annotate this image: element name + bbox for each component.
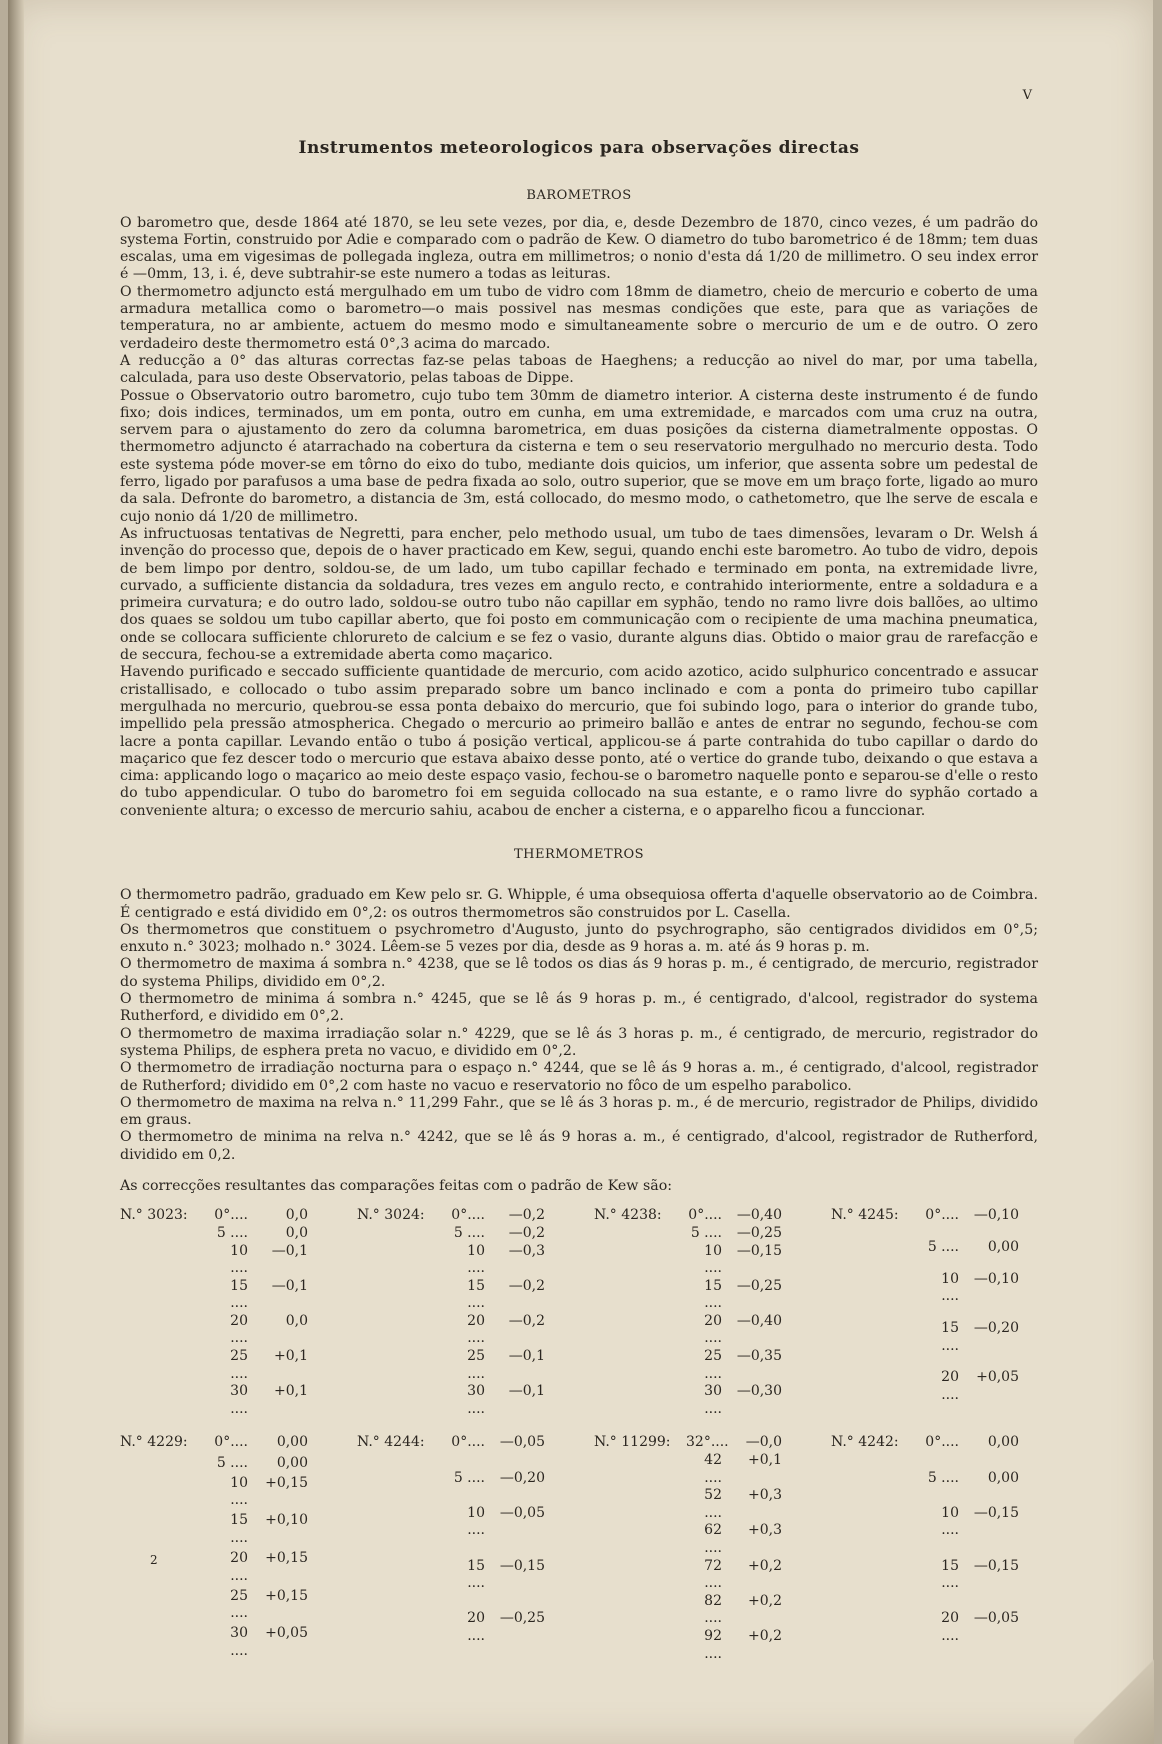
page-number: V — [1022, 88, 1032, 103]
correction-table-temperature: 82 .... — [704, 1592, 722, 1627]
correction-table-temperature: 20 .... — [941, 1369, 959, 1403]
correction-table-label — [831, 1271, 923, 1320]
correction-table-label — [357, 1243, 449, 1278]
correction-table-temperature: 52 .... — [704, 1487, 722, 1521]
correction-table-label — [120, 1313, 212, 1348]
correction-table-value: —0,05 — [973, 1610, 1019, 1627]
correction-table-temperature: 0°.... — [214, 1434, 248, 1451]
correction-table-label: N.° 4245: — [831, 1207, 899, 1224]
correction-table-value: —0,40 — [736, 1312, 782, 1329]
paragraph: O thermometro de maxima irradiação solar n.° 4229, que se lê ás 3 horas p. m., é centigrado, de mercurio, registrador do systema Philips, de esphera preta no vacuo, e dividido em 0°,2. — [120, 1025, 1038, 1059]
correction-table-temperature: 30 .... — [230, 1625, 248, 1660]
correction-table-temperature: 0°.... — [925, 1434, 959, 1451]
correction-table-value: 0,00 — [987, 1434, 1019, 1451]
page-title: Instrumentos meteorologicos para observações directas — [298, 138, 860, 158]
correction-table-label — [120, 1550, 212, 1588]
correction-table-value: —0,1 — [271, 1242, 308, 1259]
correction-table-value: 0,0 — [285, 1207, 308, 1224]
correction-table-temperature: 0°.... — [451, 1434, 485, 1451]
paragraph: O barometro que, desde 1864 até 1870, se leu sete vezes, por dia, e, desde Dezembro de 1870, cinco vezes, é um padrão do systema Fortin, construido por Adie e comparado com o padrão de Kew. O diametro do tubo barometrico é de 18mm; tem duas escalas, uma em vigesimas de pollegada ingleza, outra em millimetros; o nonio d'esta dá 1/20 de millimetro. O seu index error é —0mm, 13, i. é, deve subtrahir-se este numero a todas as leituras. — [120, 214, 1038, 283]
correction-table-value: +0,1 — [274, 1348, 308, 1365]
correction-table-temperature: 20 .... — [704, 1312, 722, 1347]
correction-table-label — [831, 1610, 923, 1663]
correction-table-value: —0,05 — [499, 1504, 545, 1521]
correction-table-label — [594, 1225, 686, 1243]
correction-table-value: +0,05 — [265, 1625, 308, 1642]
correction-table-value: —0,2 — [508, 1207, 545, 1224]
correction-table-label — [594, 1628, 686, 1663]
correction-table-temperature: 5 .... — [453, 1469, 485, 1486]
correction-table-temperature: 10 .... — [230, 1242, 248, 1277]
correction-table-label — [831, 1470, 923, 1505]
paragraph: O thermometro adjuncto está mergulhado em um tubo de vidro com 18mm de diametro, cheio de mercurio e coberto de uma armadura metallica como o barometro—o mais possivel nas mesmas condições que este, para que as variações de temperatura, no ar ambiente, actuem do mesmo modo e simultaneamente sobre o mercurio de um e de outro. O zero verdadeiro deste thermometro está 0°,3 acima do marcado. — [120, 283, 1038, 352]
correction-table-temperature: 20 .... — [230, 1550, 248, 1584]
correction-table-value: 0,00 — [276, 1454, 308, 1471]
correction-table-temperature: 10 .... — [704, 1242, 722, 1277]
paragraph: Os thermometros que constituem o psychrometro d'Augusto, junto do psychrographo, são centigrados divididos em 0°,5; enxuto n.° 3023; molhado n.° 3024. Lêem-se 5 vezes por dia, desde as 9 horas a. m. até ás 9 horas p. m. — [120, 921, 1038, 956]
correction-table-value: —0,25 — [736, 1224, 782, 1241]
correction-table-temperature: 20 .... — [941, 1610, 959, 1644]
correction-table-label — [831, 1320, 923, 1369]
correction-table-value: +0,2 — [748, 1592, 782, 1609]
correction-table-value: —0,05 — [499, 1434, 545, 1451]
correction-table-label — [120, 1455, 212, 1475]
correction-table-value: —0,0 — [745, 1434, 782, 1451]
correction-table-label: N.° 3023: — [120, 1207, 188, 1224]
correction-table — [120, 1434, 357, 1663]
correction-table-label — [357, 1558, 449, 1611]
correction-table-temperature: 0°.... — [451, 1207, 485, 1224]
correction-table-label — [594, 1593, 686, 1628]
correction-table-label — [120, 1348, 212, 1383]
correction-table-label — [357, 1383, 449, 1418]
correction-table-label — [357, 1313, 449, 1348]
correction-tables-row — [120, 1207, 1038, 1418]
correction-table-label: N.° 11299: — [594, 1434, 671, 1451]
correction-table-label — [831, 1369, 923, 1418]
correction-table-temperature: 10 .... — [467, 1504, 485, 1539]
correction-table-value: —0,1 — [508, 1348, 545, 1365]
correction-table-value: +0,2 — [748, 1557, 782, 1574]
correction-table-value: +0,15 — [265, 1550, 308, 1567]
paragraph: A reducção a 0° das alturas correctas faz-se pelas taboas de Haeghens; a reducção ao nivel do mar, por uma tabella, calculada, para uso deste Observatorio, pelas taboas de Dippe. — [120, 352, 1038, 387]
correction-table-value: 0,0 — [285, 1312, 308, 1329]
correction-table-value: +0,1 — [748, 1452, 782, 1469]
correction-table-temperature: 32°.... — [686, 1434, 729, 1451]
correction-table-label — [357, 1225, 449, 1243]
correction-table — [831, 1434, 1031, 1663]
section-heading-barometers: BAROMETROS — [526, 188, 632, 204]
paragraph: O thermometro de maxima á sombra n.° 4238, que se lê todos os dias ás 9 horas p. m., é centigrado, de mercurio, registrador do systema Philips, dividido em 0°,2. — [120, 956, 1038, 990]
correction-table-temperature: 15 .... — [467, 1277, 485, 1312]
correction-table-value: +0,3 — [748, 1522, 782, 1539]
correction-table-value: +0,15 — [265, 1474, 308, 1491]
correction-table-temperature: 5 .... — [216, 1454, 248, 1471]
correction-table-label — [357, 1505, 449, 1558]
correction-table-label — [120, 1475, 212, 1513]
correction-table — [120, 1207, 357, 1418]
correction-table-temperature: 72 .... — [704, 1557, 722, 1592]
correction-table-value: —0,2 — [508, 1224, 545, 1241]
correction-table-temperature: 10 .... — [230, 1474, 248, 1509]
correction-table-label — [594, 1348, 686, 1383]
correction-table-label — [594, 1558, 686, 1593]
correction-table-value: —0,3 — [508, 1242, 545, 1259]
correction-table-value: 0,00 — [987, 1469, 1019, 1486]
correction-table-label: N.° 4244: — [357, 1434, 425, 1451]
correction-table-label — [831, 1505, 923, 1558]
correction-table — [357, 1207, 594, 1418]
page-corner-curl — [1074, 1634, 1154, 1744]
page-content — [120, 140, 1038, 1679]
correction-table-temperature: 10 .... — [941, 1270, 959, 1305]
section-heading-thermometers: THERMOMETROS — [513, 846, 645, 862]
correction-table-label — [594, 1487, 686, 1522]
correction-table-label: N.° 4242: — [831, 1434, 899, 1451]
correction-table-temperature: 62 .... — [704, 1522, 722, 1557]
correction-table-temperature: 20 .... — [467, 1312, 485, 1347]
correction-tables-row — [120, 1434, 1038, 1663]
correction-table-temperature: 25 .... — [704, 1348, 722, 1382]
correction-table-temperature: 0°.... — [925, 1207, 959, 1224]
correction-table-value: +0,3 — [748, 1487, 782, 1504]
correction-table-value: 0,0 — [285, 1224, 308, 1241]
correction-table-value: —0,1 — [508, 1383, 545, 1400]
paragraph: Possue o Observatorio outro barometro, cujo tubo tem 30mm de diametro interior. A cisterna deste instrumento é de fundo fixo; dois indices, terminados, um em ponta, outro em cunha, em uma extremidade, e marcados com uma cruz na outra, servem para o ajustamento do zero da columna barometrica, em duas posições da cisterna diametralmente oppostas. O thermometro adjuncto é atarrachado na cobertura da cisterna e tem o seu reservatorio mergulhado no mercurio desta. Todo este systema póde mover-se em tôrno do eixo do tubo, mediante dois quicios, um inferior, que assenta sobre um pedestal de ferro, ligado por parafusos a uma base de pedra fixada ao solo, outro superior, que se move em um braço forte, ligado ao muro da sala. Defronte do barometro, a distancia de 3m, está collocado, do mesmo modo, o cathetometro, que lhe serve de escala e cujo nonio dá 1/20 de millimetro. — [120, 387, 1038, 525]
correction-table-label — [594, 1452, 686, 1487]
correction-table-label — [831, 1239, 923, 1271]
correction-table-temperature: 42 .... — [704, 1452, 722, 1486]
paragraph: Havendo purificado e seccado sufficiente quantidade de mercurio, com acido azotico, acido sulphurico concentrado e assucar cristallisado, e collocado o tubo assim preparado sobre um banco inclinado e com a ponta do primeiro tubo capillar mergulhada no mercurio, quebrou-se essa ponta debaixo do mercurio, que foi subindo logo, para o interior do grande tubo, impellido pela pressão atmospherica. Chegado o mercurio ao primeiro ballão e antes de entrar no segundo, fechou-se com lacre a ponta capillar. Levando então o tubo á posição vertical, applicou-se á parte contrahida do tubo capillar o dardo do maçarico que fez descer todo o mercurio que estava abaixo desse ponto, até o vertice do grande tubo, deixando o que estava a cima: applicando logo o maçarico ao meio deste espaço vasio, fechou-se o barometro naquelle ponto e separou-se d'elle o resto do tubo appendicular. O tubo do barometro foi em seguida collocado na sua estante, e o ramo livre do syphão cortado a conveniente altura; o excesso de mercurio sahiu, acabou de encher a cisterna, e o apparelho ficou a funccionar. — [120, 664, 1038, 819]
correction-table-temperature: 20 .... — [467, 1610, 485, 1644]
correction-table-label: N.° 4238: — [594, 1207, 662, 1224]
correction-table-value: —0,20 — [973, 1319, 1019, 1336]
correction-table-value: —0,15 — [499, 1557, 545, 1574]
correction-table-label — [120, 1512, 212, 1550]
correction-table-value: +0,1 — [274, 1383, 308, 1400]
correction-table-label — [594, 1522, 686, 1557]
correction-table-value: +0,2 — [748, 1627, 782, 1644]
correction-table-value: —0,15 — [973, 1504, 1019, 1521]
correction-table-temperature: 30 .... — [230, 1383, 248, 1417]
correction-table-value: +0,10 — [265, 1512, 308, 1529]
correction-table-value: —0,20 — [499, 1469, 545, 1486]
correction-table — [831, 1207, 1031, 1418]
correction-table-temperature: 10 .... — [941, 1504, 959, 1539]
paragraph: O thermometro de minima na relva n.° 4242, que se lê ás 9 horas a. m., é centigrado, d'alcool, registrador de Rutherford, dividido em 0,2. — [120, 1129, 1038, 1163]
correction-table-temperature: 20 .... — [230, 1312, 248, 1347]
correction-table-value: +0,15 — [265, 1587, 308, 1604]
correction-table-temperature: 5 .... — [927, 1238, 959, 1255]
correction-table-label — [594, 1278, 686, 1313]
correction-table-temperature: 15 .... — [941, 1557, 959, 1592]
correction-table-label — [120, 1383, 212, 1418]
correction-table-temperature: 5 .... — [690, 1224, 722, 1241]
correction-table-temperature: 15 .... — [230, 1512, 248, 1546]
correction-table-label — [120, 1225, 212, 1243]
correction-table-value: —0,2 — [508, 1277, 545, 1294]
correction-table-value: —0,15 — [736, 1242, 782, 1259]
paragraph: O thermometro de maxima na relva n.° 11,299 Fahr., que se lê ás 3 horas p. m., é de mercurio, registrador de Philips, dividido em graus. — [120, 1094, 1038, 1129]
correction-table-temperature: 92 .... — [704, 1627, 722, 1662]
correction-table-temperature: 15 .... — [704, 1277, 722, 1312]
correction-table-label — [357, 1610, 449, 1663]
correction-table-temperature: 0°.... — [214, 1207, 248, 1224]
correction-table-label: N.° 4229: — [120, 1434, 188, 1451]
correction-table-value: —0,15 — [973, 1557, 1019, 1574]
correction-table-value: —0,25 — [736, 1277, 782, 1294]
book-spine — [8, 0, 24, 1744]
correction-table-temperature: 10 .... — [467, 1242, 485, 1277]
paragraph: As infructuosas tentativas de Negretti, para encher, pelo methodo usual, um tubo de taes dimensões, levaram o Dr. Welsh á invenção do processo que, depois de o haver practicado em Kew, segui, quando enchi este barometro. Ao tubo de vidro, depois de bem limpo por dentro, soldou-se, de um lado, um tubo capillar fechado e terminado em ponta, na extremidade livre, curvado, a sufficiente distancia da soldadura, tres vezes em angulo recto, e contrahido interiormente, entre a soldadura e a primeira curvatura; e do outro lado, soldou-se outro tubo não capillar em syphão, tendo no ramo livre dois ballões, ao ultimo dos quaes se soldou um tubo capillar aberto, que foi posto em communicação com o recipiente de uma machina pneumatica, onde se collocara sufficiente chlorureto de calcium e se fez o vasio, durante alguns dias. Obtido o maior grau de rarefacção e de seccura, fechou-se a extremidade aberta como maçarico. — [120, 525, 1038, 664]
correction-table-value: —0,30 — [736, 1383, 782, 1400]
printer-signature: 2 — [150, 1553, 158, 1567]
correction-table-value: —0,2 — [508, 1312, 545, 1329]
paragraph: O thermometro de irradiação nocturna para o espaço n.° 4244, que se lê ás 9 horas a. m., é centigrado, d'alcool, registrador de Rutherford; dividido em 0°,2 com haste no vacuo e reservatorio no fôco de um espelho parabolico. — [120, 1060, 1038, 1094]
correction-table-label: N.° 3024: — [357, 1207, 425, 1224]
correction-table-label — [594, 1243, 686, 1278]
correction-table-temperature: 25 .... — [230, 1348, 248, 1382]
correction-table-temperature: 15 .... — [467, 1557, 485, 1592]
correction-table-temperature: 25 .... — [467, 1348, 485, 1382]
correction-table-temperature: 15 .... — [941, 1319, 959, 1354]
correction-table-label — [120, 1243, 212, 1278]
correction-table-temperature: 15 .... — [230, 1277, 248, 1312]
correction-table-value: 0,00 — [276, 1434, 308, 1451]
correction-table-value: —0,35 — [736, 1348, 782, 1365]
correction-table-temperature: 0°.... — [688, 1207, 722, 1224]
correction-table-label — [120, 1588, 212, 1626]
corrections-intro: As correcções resultantes das comparações feitas com o padrão de Kew são: — [120, 1178, 673, 1195]
correction-table-label — [594, 1313, 686, 1348]
correction-table-value: 0,00 — [987, 1238, 1019, 1255]
correction-table-temperature: 5 .... — [453, 1224, 485, 1241]
correction-table-label — [357, 1470, 449, 1505]
correction-table-temperature: 5 .... — [216, 1224, 248, 1241]
correction-table-value: —0,10 — [973, 1207, 1019, 1224]
correction-table-label — [357, 1348, 449, 1383]
correction-table — [594, 1207, 831, 1418]
correction-table-value: —0,40 — [736, 1207, 782, 1224]
correction-table — [594, 1434, 831, 1663]
correction-table-label — [120, 1625, 212, 1663]
correction-table-temperature: 25 .... — [230, 1587, 248, 1622]
correction-table-temperature: 30 .... — [704, 1383, 722, 1417]
correction-table-label — [831, 1558, 923, 1611]
correction-table-temperature: 5 .... — [927, 1469, 959, 1486]
correction-table-value: —0,25 — [499, 1610, 545, 1627]
correction-table-value: —0,10 — [973, 1270, 1019, 1287]
correction-table-value: —0,1 — [271, 1277, 308, 1294]
paragraph: O thermometro de minima á sombra n.° 4245, que se lê ás 9 horas p. m., é centigrado, d'alcool, registrador do systema Rutherford, e dividido em 0°,2. — [120, 991, 1038, 1025]
correction-table-temperature: 30 .... — [467, 1383, 485, 1417]
correction-table-label — [594, 1383, 686, 1418]
correction-table-value: +0,05 — [976, 1369, 1019, 1386]
correction-table-label — [357, 1278, 449, 1313]
correction-table-label — [120, 1278, 212, 1313]
correction-table — [357, 1434, 594, 1663]
paragraph: O thermometro padrão, graduado em Kew pelo sr. G. Whipple, é uma obsequiosa offerta d'aquelle observatorio ao de Coimbra. É centigrado e está dividido em 0°,2: os outros thermometros são construidos por L. Casella. — [120, 887, 1038, 921]
